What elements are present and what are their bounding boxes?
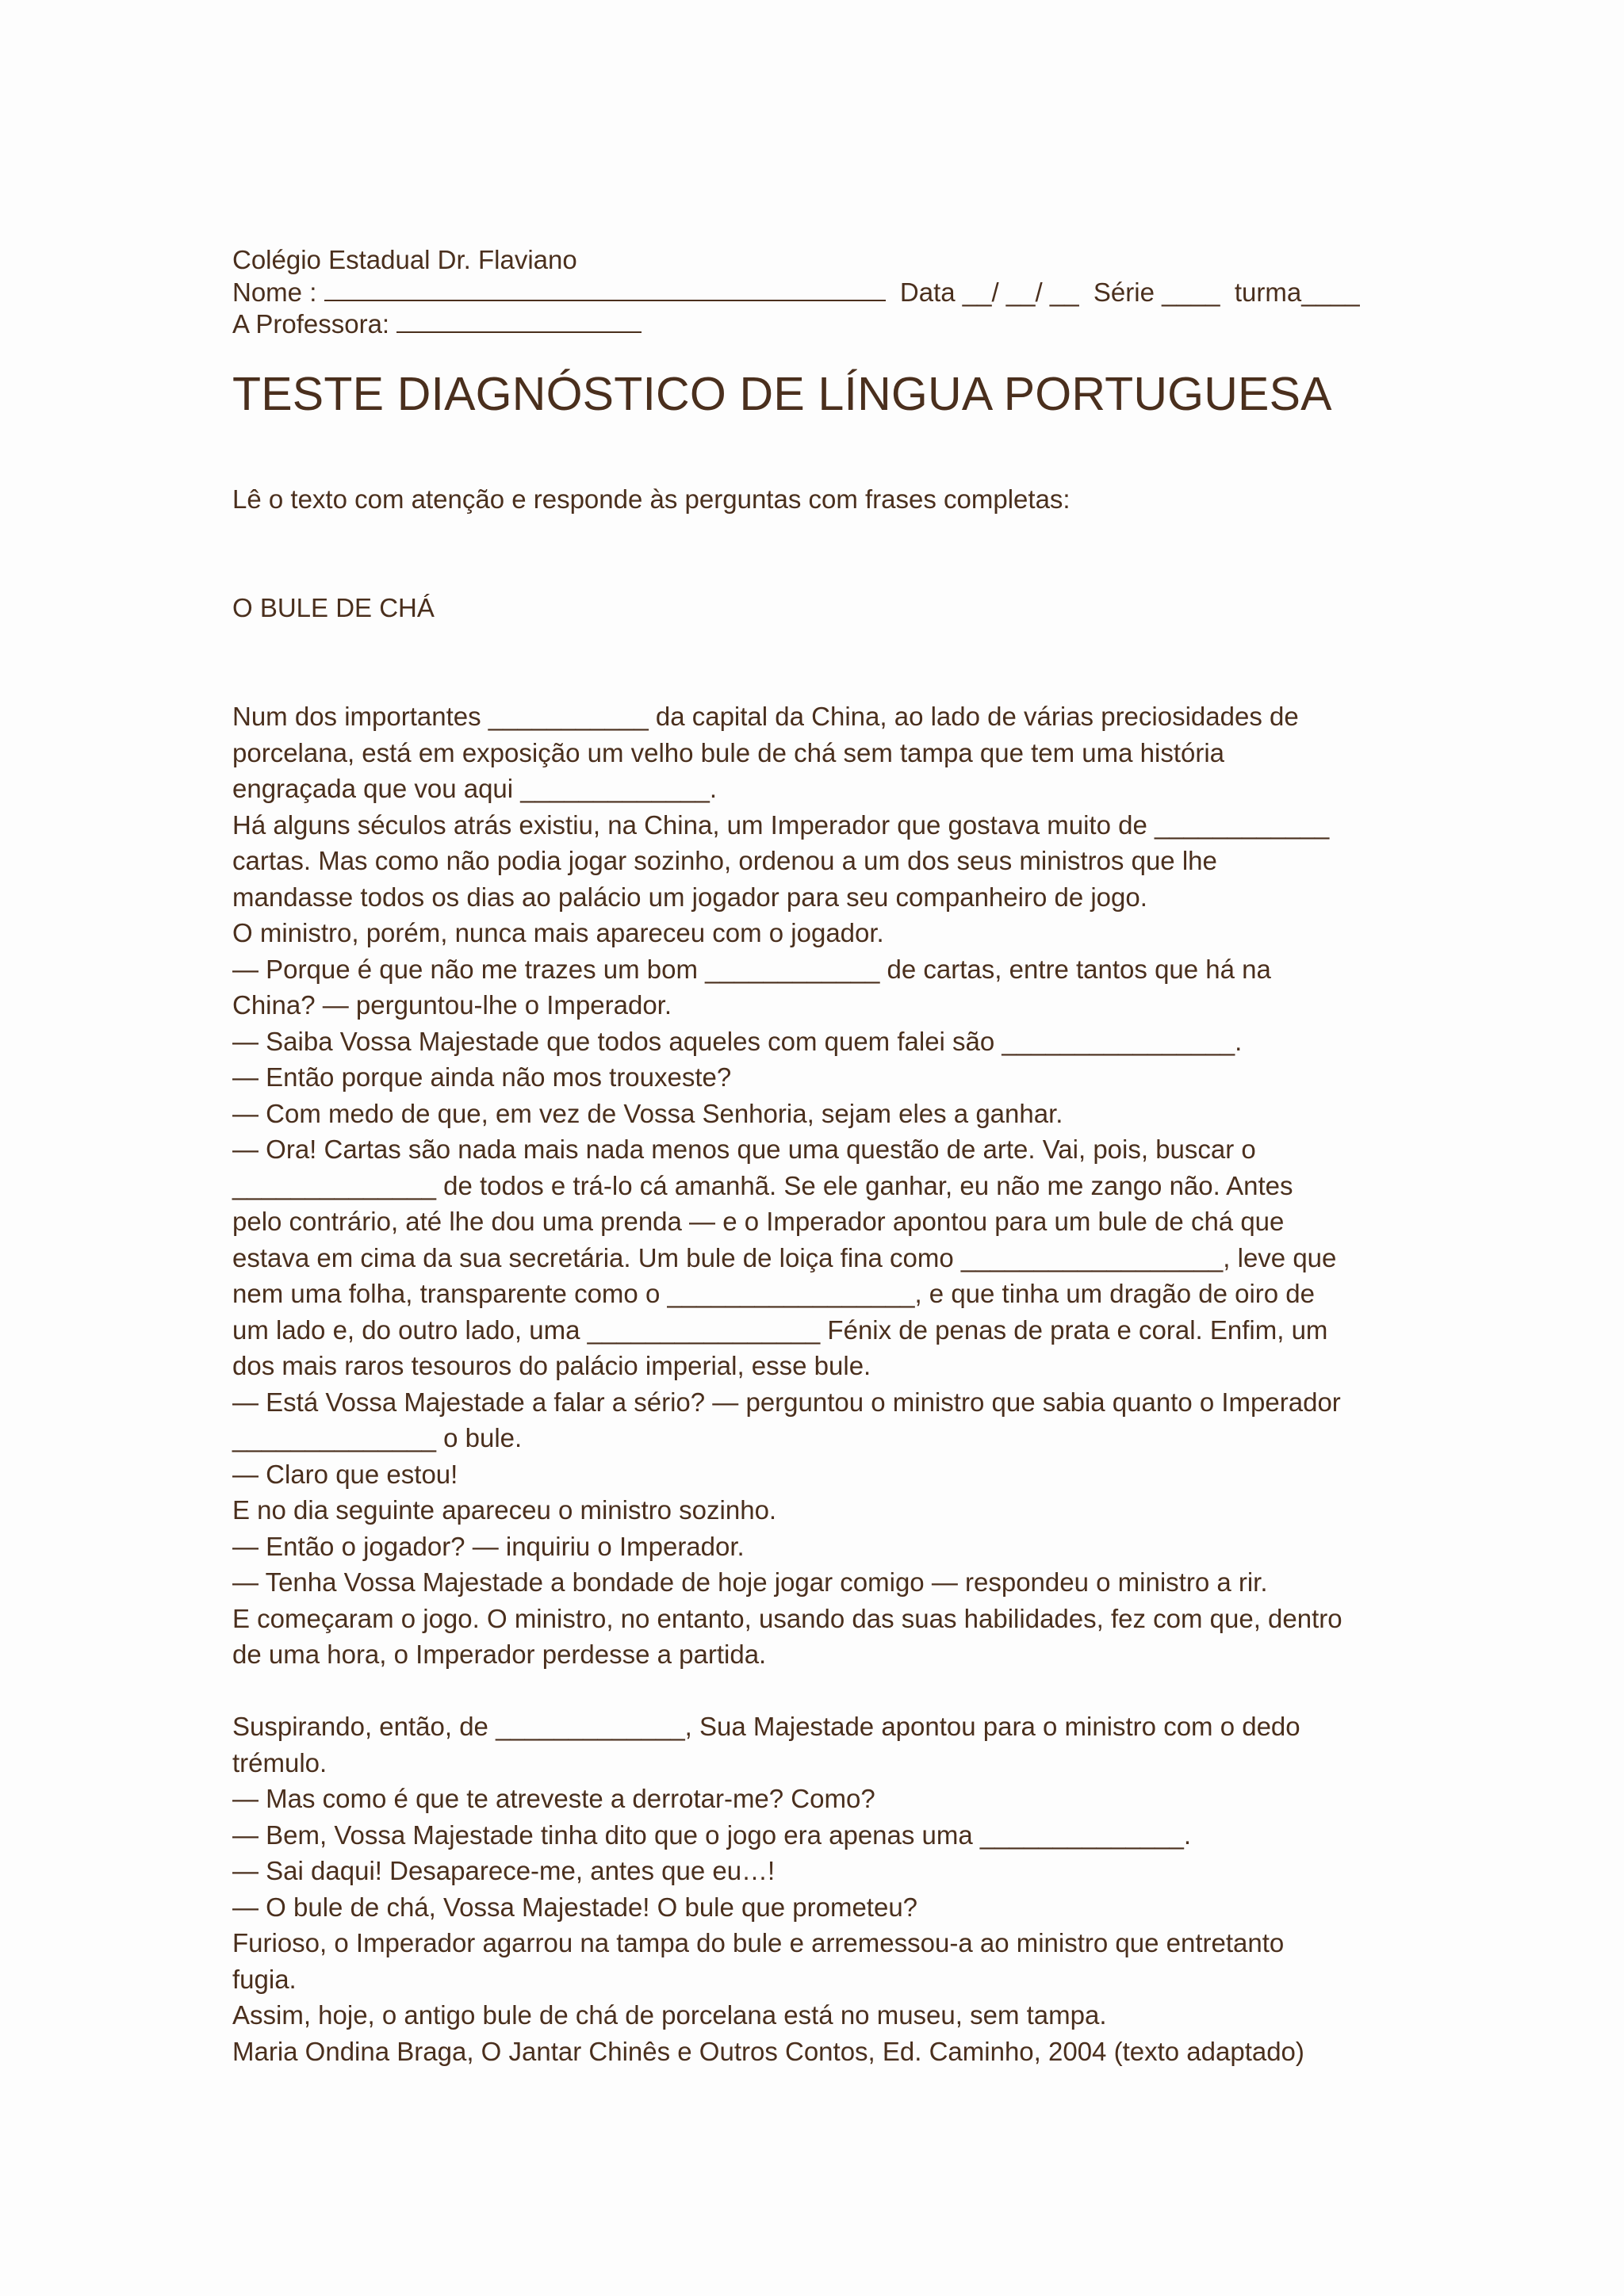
- text-line: Assim, hoje, o antigo bule de chá de porcelana está no museu, sem tampa.: [232, 2000, 1107, 2030]
- teacher-blank[interactable]: [396, 308, 642, 333]
- source-citation: Maria Ondina Braga, O Jantar Chinês e Outros Contos, Ed. Caminho, 2004 (texto adaptado): [232, 2036, 1304, 2066]
- text-line: Suspirando, então, de _____________, Sua Majestade apontou para o ministro com o dedo: [232, 1712, 1300, 1741]
- text-line: — Com medo de que, em vez de Vossa Senhoria, sejam eles a ganhar.: [232, 1098, 1063, 1128]
- name-blank[interactable]: [324, 276, 886, 301]
- text-line: Furioso, o Imperador agarrou na tampa do bule e arremessou-a ao ministro que entretanto: [232, 1928, 1285, 1957]
- text-line: — Mas como é que te atreveste a derrotar-me? Como?: [232, 1784, 875, 1813]
- text-line: O ministro, porém, nunca mais apareceu com o jogador.: [232, 918, 884, 947]
- text-line: E começaram o jogo. O ministro, no entanto, usando das suas habilidades, fez com que, dentro: [232, 1603, 1342, 1633]
- text-line: — Porque é que não me trazes um bom ____________ de cartas, entre tantos que há na: [232, 954, 1271, 984]
- text-line: — Sai daqui! Desaparece-me, antes que eu…!: [232, 1856, 776, 1885]
- text-line: — Saiba Vossa Majestade que todos aqueles com quem falei são ________________.: [232, 1026, 1243, 1056]
- paragraph-gap: [232, 1673, 1406, 1709]
- text-line: de uma hora, o Imperador perdesse a partida.: [232, 1640, 767, 1669]
- teacher-line: [232, 308, 1398, 339]
- serie-label[interactable]: Série ____: [1093, 277, 1220, 307]
- text-line: — Ora! Cartas são nada mais nada menos que uma questão de arte. Vai, pois, buscar o: [232, 1135, 1256, 1164]
- teacher-label: A Professora:: [232, 309, 397, 339]
- text-line: mandasse todos os dias ao palácio um jogador para seu companheiro de jogo.: [232, 882, 1147, 912]
- turma-label[interactable]: turma____: [1234, 277, 1360, 307]
- student-info-line: [232, 276, 1398, 308]
- text-line: — O bule de chá, Vossa Majestade! O bule que prometeu?: [232, 1892, 918, 1922]
- text-line: — Bem, Vossa Majestade tinha dito que o jogo era apenas uma ______________.: [232, 1820, 1192, 1850]
- date-label: Data: [899, 277, 963, 307]
- text-line: — Então o jogador? — inquiriu o Imperador.: [232, 1531, 745, 1561]
- name-label: Nome :: [232, 277, 324, 307]
- text-line: — Tenha Vossa Majestade a bondade de hoje jogar comigo — respondeu o ministro a rir.: [232, 1567, 1268, 1597]
- text-line: porcelana, está em exposição um velho bule de chá sem tampa que tem uma história: [232, 737, 1225, 767]
- text-line: — Está Vossa Majestade a falar a sério? — perguntou o ministro que sabia quanto o Imperador: [232, 1387, 1341, 1417]
- story-text: [232, 698, 1406, 2069]
- school-name: Colégio Estadual Dr. Flaviano: [232, 245, 577, 274]
- text-line: trémulo.: [232, 1747, 327, 1777]
- text-line: nem uma folha, transparente como o _________________, e que tinha um dragão de oiro de: [232, 1279, 1315, 1308]
- text-line: fugia.: [232, 1964, 297, 1994]
- page-title: TESTE DIAGNÓSTICO DE LÍNGUA PORTUGUESA: [232, 368, 1332, 420]
- text-line: cartas. Mas como não podia jogar sozinho, ordenou a um dos seus ministros que lhe: [232, 846, 1217, 875]
- date-blanks[interactable]: __/ __/ __: [962, 277, 1079, 307]
- story-title: O BULE DE CHÁ: [232, 593, 435, 622]
- text-line: pelo contrário, até lhe dou uma prenda — e o Imperador apontou para um bule de chá que: [232, 1207, 1285, 1236]
- text-line: — Então porque ainda não mos trouxeste?: [232, 1062, 732, 1092]
- worksheet-header: [232, 244, 1398, 339]
- text-line: China? — perguntou-lhe o Imperador.: [232, 990, 672, 1020]
- text-line: dos mais raros tesouros do palácio imperial, esse bule.: [232, 1351, 871, 1380]
- text-line: estava em cima da sua secretária. Um bule de loiça fina como __________________, leve que: [232, 1242, 1337, 1272]
- text-line: — Claro que estou!: [232, 1459, 458, 1489]
- instruction-text: Lê o texto com atenção e responde às perguntas com frases completas:: [232, 484, 1071, 514]
- text-line: engraçada que vou aqui _____________.: [232, 774, 718, 803]
- text-line: Num dos importantes ___________ da capital da China, ao lado de várias preciosidades de: [232, 702, 1299, 731]
- text-line: ______________ o bule.: [232, 1423, 523, 1452]
- text-line: um lado e, do outro lado, uma ________________ Fénix de penas de prata e coral. Enfim, um: [232, 1314, 1328, 1345]
- text-line: Há alguns séculos atrás existiu, na China, um Imperador que gostava muito de ____________: [232, 809, 1330, 840]
- text-line: E no dia seguinte apareceu o ministro sozinho.: [232, 1495, 777, 1525]
- text-line: ______________ de todos e trá-lo cá amanhã. Se ele ganhar, eu não me zango não. Antes: [232, 1170, 1293, 1200]
